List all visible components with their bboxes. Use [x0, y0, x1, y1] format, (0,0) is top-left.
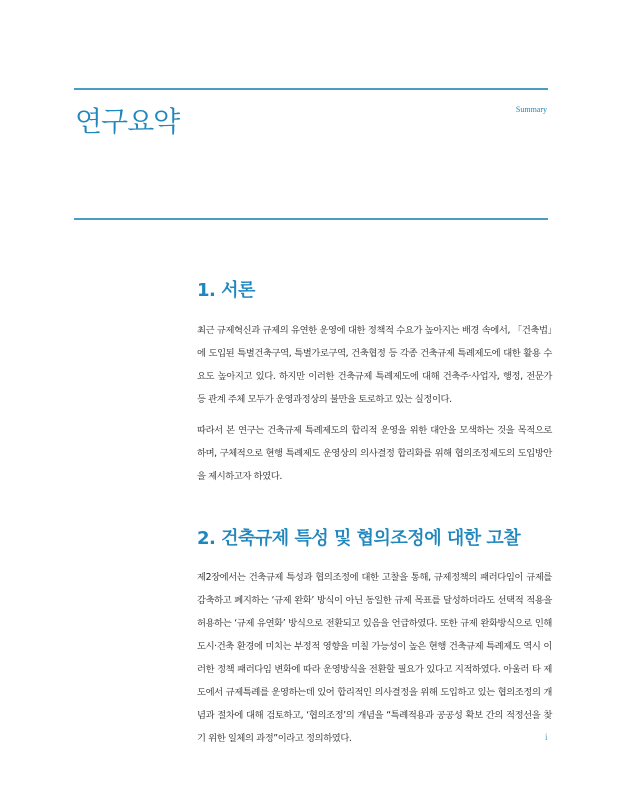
section-heading: 1. 서론 [197, 280, 255, 301]
section-introduction [197, 276, 552, 488]
header-top-rule [74, 88, 548, 90]
document-body [197, 276, 552, 758]
header-bottom-rule [74, 218, 548, 220]
page-number: i [545, 732, 548, 742]
paragraph: 최근 규제혁신과 규제의 유연한 운영에 대한 정책적 수요가 높아지는 배경 속에서, 「건축법」에 도입된 특별건축구역, 특별가로구역, 건축협정 등 각종 건축규제 특례제도에 대한 활용 수요도 높아지고 있다. 하지만 이러한 건축규제 특례제도에 대해 건축주·사업자, 행정, 전문가 등 관계 주체 모두가 운영과정상의 불만을 토로하고 있는 실정이다. [197, 325, 552, 405]
paragraph: 제2장에서는 건축규제 특성과 협의조정에 대한 고찰을 통해, 규제정책의 패러다임이 규제를 감축하고 폐지하는 ‘규제 완화’ 방식이 아닌 동일한 규제 목표를 달성하더라도 선택적 적용을 허용하는 ‘규제 유연화’ 방식으로 전환되고 있음을 언급하였다. 또한 규제 완화방식으로 인해 도시·건축 환경에 미치는 부정적 영향을 미칠 가능성이 높은 현행 건축규제 특례제도 역시 이러한 정책 패러다임 변화에 따라 운영방식을 전환할 필요가 있다고 지적하였다. 아울러 타 제도에서 규제특례를 운영하는데 있어 합리적인 의사결정을 위해 도입하고 있는 협의조정의 개념과 절차에 대해 검토하고, ‘협의조정’의 개념을 “특례적용과 공공성 확보 간의 적정선을 찾기 위한 일체의 과정”이라고 정의하였다. [197, 572, 552, 744]
section-regulation-review [197, 524, 552, 750]
paragraph: 따라서 본 연구는 건축규제 특례제도의 합리적 운영을 위한 대안을 모색하는 것을 목적으로 하며, 구체적으로 현행 특례제도 운영상의 의사결정 합리화를 위해 협의조정제도의 도입방안을 제시하고자 하였다. [197, 425, 552, 482]
section-heading: 2. 건축규제 특성 및 협의조정에 대한 고찰 [197, 528, 521, 549]
summary-label: Summary [515, 105, 547, 114]
page-title: 연구요약 [75, 105, 180, 138]
